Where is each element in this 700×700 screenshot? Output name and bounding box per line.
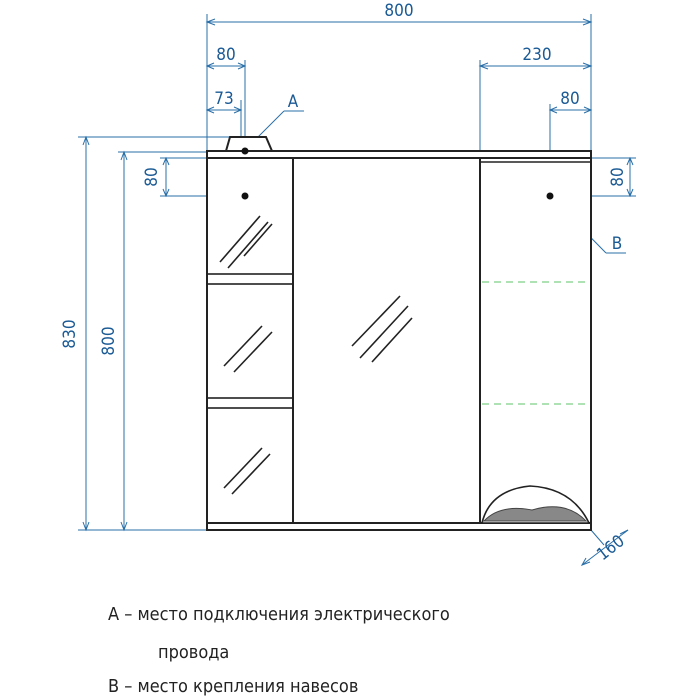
dim-label-left-offset-outer: 80 bbox=[216, 45, 236, 65]
mount-point-b-left bbox=[242, 193, 249, 200]
dim-label-left-offset-inner: 73 bbox=[214, 89, 234, 109]
cabinet-top-panel bbox=[207, 151, 591, 158]
dim-label-right-offset: 80 bbox=[560, 89, 580, 109]
mount-point-b-right bbox=[547, 193, 554, 200]
dim-overall-width bbox=[207, 1, 591, 150]
legend-line-b: В – место крепления навесов bbox=[108, 676, 359, 697]
center-mirror-door bbox=[293, 158, 480, 523]
dim-depth bbox=[582, 530, 629, 565]
dim-body-height bbox=[99, 152, 207, 530]
lamp-fixture bbox=[226, 137, 272, 151]
marker-a-label: A bbox=[287, 92, 299, 112]
legend-line-a: А – место подключения электрического bbox=[108, 604, 450, 625]
dim-label-total-height: 830 bbox=[60, 319, 80, 349]
dim-label-right-vertical-offset: 80 bbox=[608, 167, 628, 187]
left-column bbox=[207, 158, 293, 523]
dim-label-depth: 160 bbox=[593, 531, 629, 565]
marker-a bbox=[258, 92, 304, 137]
dim-label-overall-width: 800 bbox=[384, 1, 414, 21]
marker-b-right-label: B bbox=[611, 234, 623, 254]
dim-label-body-height: 800 bbox=[99, 326, 119, 356]
connection-point-a bbox=[242, 148, 249, 155]
right-door bbox=[480, 158, 591, 523]
dim-label-right-block-width: 230 bbox=[522, 45, 552, 65]
dim-label-left-vertical-offset: 80 bbox=[142, 167, 162, 187]
cabinet-body bbox=[207, 137, 591, 530]
legend-line-a-continued: провода bbox=[158, 642, 230, 663]
